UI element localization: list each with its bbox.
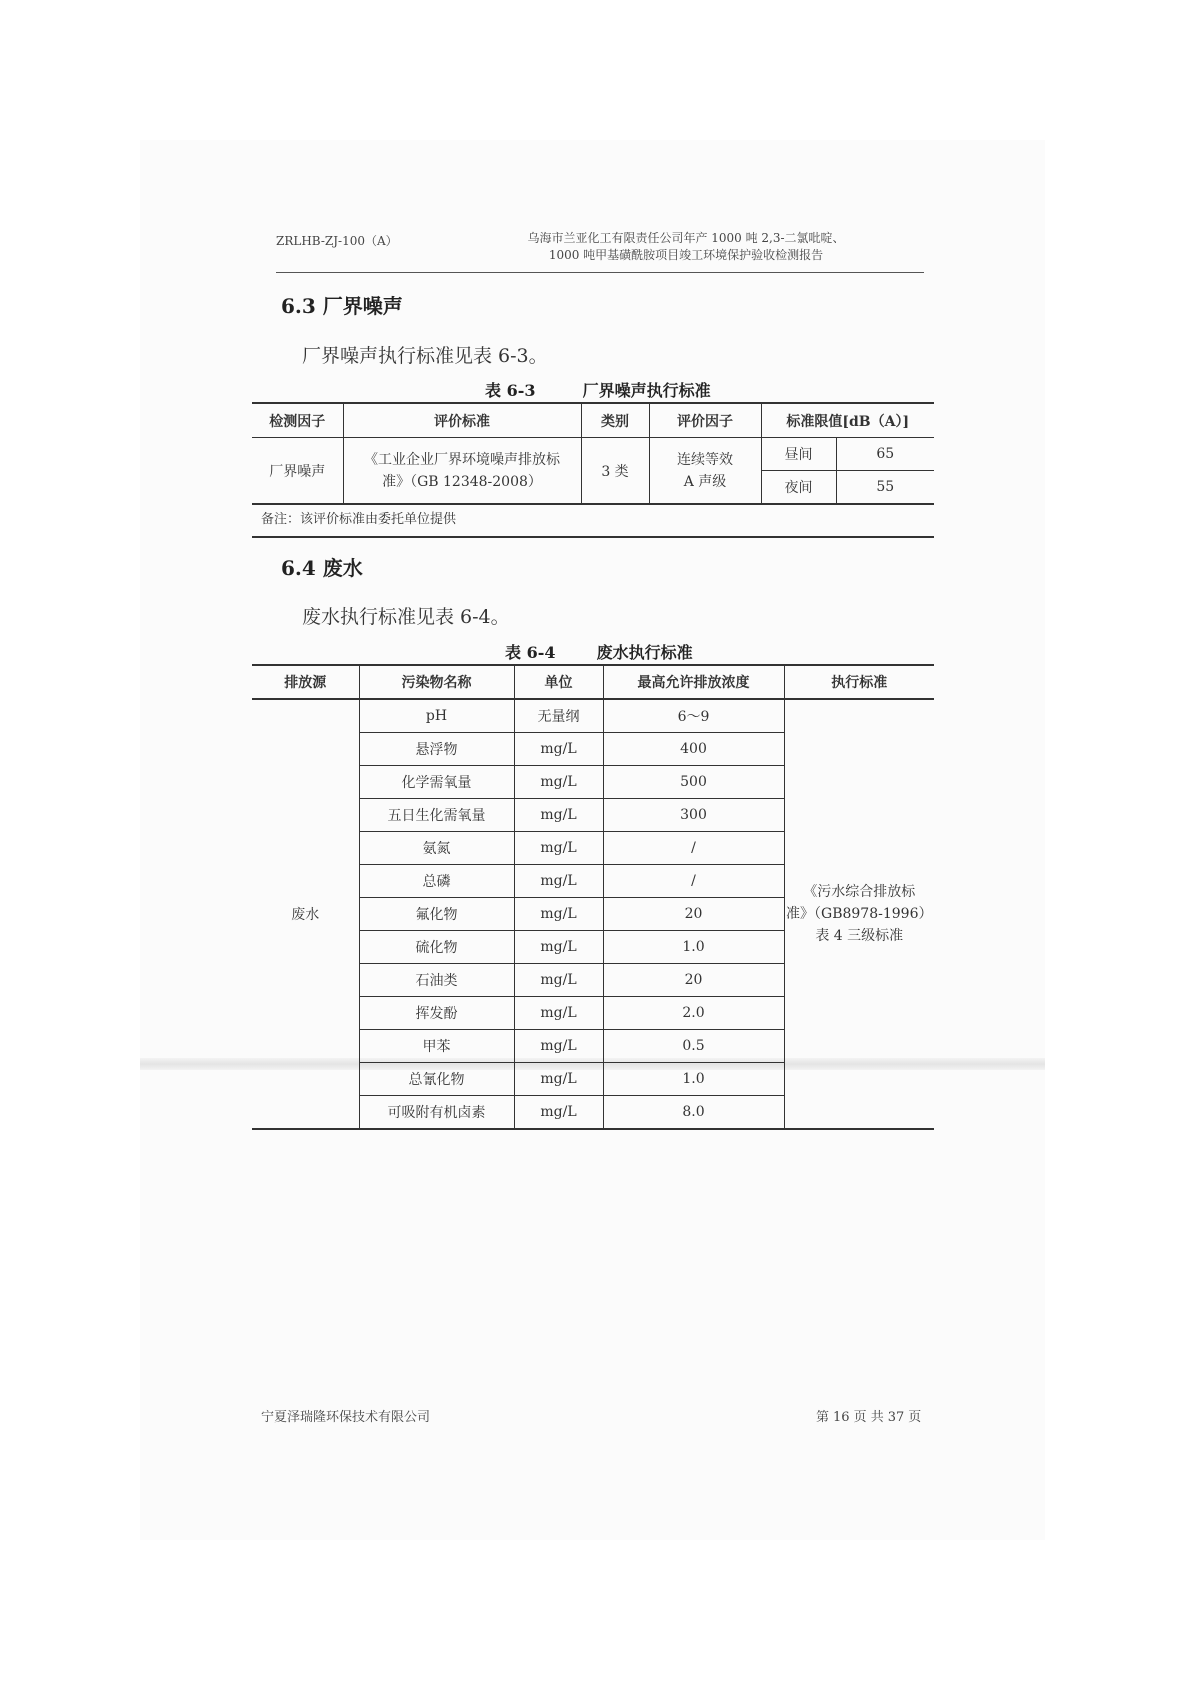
unit-cell: mg/L: [514, 1096, 603, 1130]
noise-category-cell: 3 类: [581, 438, 649, 505]
limit-cell: 6～9: [603, 699, 784, 733]
unit-cell: mg/L: [514, 997, 603, 1030]
table-header-row: [252, 665, 934, 699]
noise-eval-factor-cell: [649, 438, 761, 505]
header-cell: 检测因子: [252, 403, 343, 438]
exec-standard-cell: [784, 699, 934, 1129]
pollutant-cell: 五日生化需氧量: [359, 799, 514, 832]
table-row: [252, 699, 934, 733]
exec-standard-line2: 准》（GB8978-1996）: [786, 906, 933, 922]
table-6-4-number: 表 6-4: [505, 643, 556, 662]
pollutant-cell: 可吸附有机卤素: [359, 1096, 514, 1130]
header-cell: 执行标准: [784, 665, 934, 699]
pollutant-cell: 氨氮: [359, 832, 514, 865]
unit-cell: mg/L: [514, 865, 603, 898]
pollutant-cell: 挥发酚: [359, 997, 514, 1030]
noise-intro: 厂界噪声执行标准见表 6-3。: [302, 345, 548, 367]
page-prefix: 第: [816, 1410, 830, 1425]
report-title-line1: 乌海市兰亚化工有限责任公司年产 1000 吨 2,3-二氯吡啶、: [527, 231, 845, 245]
unit-cell: mg/L: [514, 733, 603, 766]
limit-cell: /: [603, 865, 784, 898]
page-header: [276, 226, 924, 273]
limit-cell: 8.0: [603, 1096, 784, 1130]
page-current: 16: [833, 1410, 850, 1425]
limit-value-cell: 65: [836, 438, 934, 471]
unit-cell: mg/L: [514, 898, 603, 931]
header-cell: 污染物名称: [359, 665, 514, 699]
limit-cell: 20: [603, 898, 784, 931]
pollutant-cell: 氟化物: [359, 898, 514, 931]
unit-cell: 无量纲: [514, 699, 603, 733]
unit-cell: mg/L: [514, 1063, 603, 1096]
page-mid: 页 共: [853, 1410, 884, 1425]
limit-value-cell: 55: [876, 479, 895, 495]
limit-cell: 400: [603, 733, 784, 766]
noise-standard-line2: 准》（GB 12348-2008）: [382, 473, 542, 490]
table-6-4-caption: [505, 640, 693, 663]
header-cell: 单位: [514, 665, 603, 699]
eval-factor-line2: A 声级: [683, 473, 727, 490]
pollutant-cell: pH: [359, 699, 514, 733]
report-title: [456, 230, 916, 264]
pollutant-cell: 总氰化物: [359, 1063, 514, 1096]
limit-cell: 500: [603, 766, 784, 799]
header-cell: 评价因子: [649, 403, 761, 438]
pollutant-cell: 甲苯: [359, 1030, 514, 1063]
table-6-3-note: 备注：该评价标准由委托单位提供: [261, 512, 457, 527]
table-header-row: [252, 403, 934, 438]
noise-standard-line1: 《工业企业厂界环境噪声排放标: [364, 451, 560, 468]
unit-cell: mg/L: [514, 766, 603, 799]
wastewater-intro: 废水执行标准见表 6-4。: [302, 606, 510, 628]
noise-factor-cell: 厂界噪声: [252, 438, 343, 505]
pollutant-cell: 硫化物: [359, 931, 514, 964]
report-title-line2: 1000 吨甲基磺酰胺项目竣工环境保护验收检测报告: [548, 248, 824, 262]
table-6-3-caption: [485, 378, 711, 401]
period-cell: 昼间: [761, 438, 836, 471]
limit-cell: 0.5: [603, 1030, 784, 1063]
doc-code: ZRLHB-ZJ-100（A）: [276, 234, 398, 248]
page-number: [814, 1406, 923, 1425]
unit-cell: mg/L: [514, 931, 603, 964]
table-6-3-number: 表 6-3: [485, 381, 536, 400]
limit-cell: 2.0: [603, 997, 784, 1030]
limit-cell: 300: [603, 799, 784, 832]
header-cell: 标准限值[dB（A）]: [761, 403, 934, 438]
page-suffix: 页: [908, 1410, 922, 1425]
section-heading-noise: 6.3 厂界噪声: [281, 294, 403, 318]
wastewater-standard-table: [252, 664, 934, 1130]
limit-cell: 1.0: [603, 931, 784, 964]
header-cell: 最高允许排放浓度: [603, 665, 784, 699]
header-cell: 评价标准: [343, 403, 581, 438]
header-cell: 排放源: [252, 665, 359, 699]
page-total: 37: [887, 1410, 905, 1425]
unit-cell: mg/L: [514, 832, 603, 865]
table-row: [252, 438, 934, 471]
pollutant-cell: 悬浮物: [359, 733, 514, 766]
footer-company: 宁夏泽瑞隆环保技术有限公司: [261, 1410, 431, 1425]
exec-standard-line1: 《污水综合排放标: [803, 884, 916, 900]
table-6-4-title: 废水执行标准: [596, 643, 693, 662]
period-cell: 夜间: [761, 471, 836, 505]
unit-cell: mg/L: [514, 799, 603, 832]
limit-cell: 1.0: [603, 1063, 784, 1096]
unit-cell: mg/L: [514, 1030, 603, 1063]
pollutant-cell: 石油类: [359, 964, 514, 997]
note-rule: [252, 536, 934, 538]
exec-standard-line3: 表 4 三级标准: [815, 928, 904, 944]
unit-cell: mg/L: [514, 964, 603, 997]
pollutant-cell: 总磷: [359, 865, 514, 898]
noise-standard-cell: [343, 438, 581, 505]
header-cell: 类别: [581, 403, 649, 438]
source-cell: 废水: [252, 699, 359, 1129]
noise-standard-table: [252, 402, 934, 505]
table-6-3-title: 厂界噪声执行标准: [582, 381, 711, 400]
pollutant-cell: 化学需氧量: [359, 766, 514, 799]
section-heading-wastewater: 6.4 废水: [281, 556, 363, 580]
limit-cell: 20: [603, 964, 784, 997]
limit-cell: /: [603, 832, 784, 865]
eval-factor-line1: 连续等效: [677, 451, 733, 468]
